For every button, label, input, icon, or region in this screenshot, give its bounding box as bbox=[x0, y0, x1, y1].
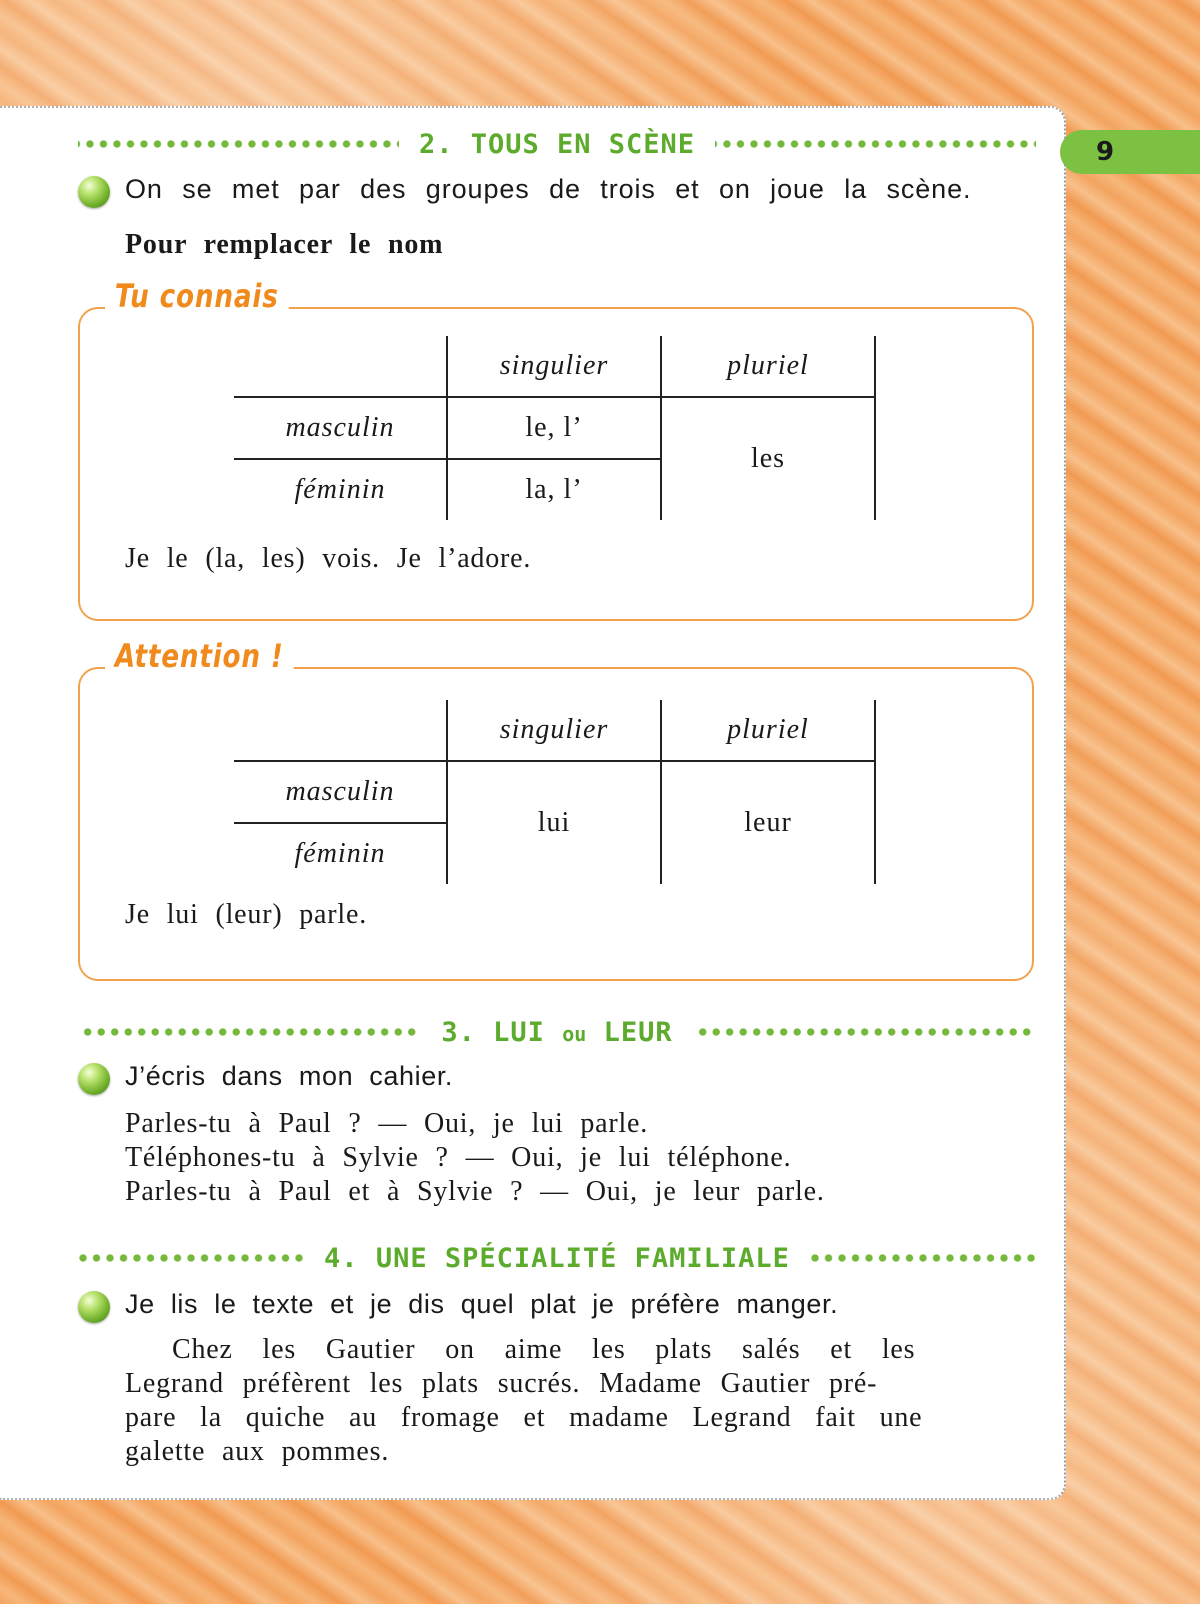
section-2-subheading: Pour remplacer le nom bbox=[125, 229, 444, 260]
dotted-rule bbox=[693, 1028, 1036, 1036]
table-corner bbox=[234, 700, 447, 761]
tu-connais-box bbox=[78, 277, 1034, 621]
dotted-rule bbox=[78, 1254, 304, 1262]
section-3-header bbox=[78, 1016, 1036, 1048]
green-ball-icon bbox=[78, 1063, 110, 1095]
header-singulier: singulier bbox=[447, 700, 661, 761]
cell-singulier-merged: lui bbox=[447, 761, 661, 884]
paragraph-line: Chez les Gautier on aime les plats salés et les bbox=[172, 1334, 916, 1365]
header-pluriel: pluriel bbox=[661, 700, 875, 761]
dotted-rule bbox=[78, 140, 399, 148]
section-2-instruction: On se met par des groupes de trois et on joue la scène. bbox=[125, 174, 972, 204]
cell-feminin-singulier: la, l’ bbox=[447, 459, 661, 520]
dotted-rule bbox=[810, 1254, 1036, 1262]
header-singulier: singulier bbox=[447, 336, 661, 397]
section-2-header bbox=[78, 128, 1036, 160]
cell-pluriel-merged: les bbox=[661, 397, 875, 520]
section-4-header bbox=[78, 1242, 1036, 1274]
tu-connais-example: Je le (la, les) vois. Je l’adore. bbox=[125, 543, 532, 574]
attention-box bbox=[78, 637, 1034, 981]
section-4-title: 4. UNE SPÉCIALITÉ FAMILIALE bbox=[324, 1242, 790, 1274]
header-pluriel: pluriel bbox=[661, 336, 875, 397]
section-3-title-ou: ou bbox=[562, 1021, 587, 1046]
row-label-masculin: masculin bbox=[234, 761, 447, 823]
dotted-rule bbox=[78, 1028, 421, 1036]
row-label-feminin: féminin bbox=[294, 474, 386, 505]
section-3-instruction: J’écris dans mon cahier. bbox=[125, 1061, 454, 1091]
page-number-tab bbox=[1060, 130, 1200, 174]
attention-table bbox=[234, 700, 876, 884]
paragraph-line: Legrand préfèrent les plats sucrés. Madame Gautier pré- bbox=[125, 1368, 878, 1399]
paragraph-line: galette aux pommes. bbox=[125, 1436, 390, 1467]
dotted-rule bbox=[715, 140, 1036, 148]
example-line: Téléphones-tu à Sylvie ? — Oui, je lui téléphone. bbox=[125, 1142, 792, 1173]
cell-pluriel-merged: leur bbox=[661, 761, 875, 884]
section-3-title-leur: LEUR bbox=[603, 1016, 673, 1048]
table-corner bbox=[234, 336, 447, 397]
green-ball-icon bbox=[78, 176, 110, 208]
section-2-title: 2. TOUS EN SCÈNE bbox=[418, 128, 696, 160]
section-3-title bbox=[421, 1017, 692, 1048]
attention-label: Attention ! bbox=[105, 637, 293, 675]
row-label-masculin: masculin bbox=[234, 397, 447, 459]
paragraph-line: pare la quiche au fromage et madame Legrand fait une bbox=[125, 1402, 923, 1433]
tu-connais-table bbox=[234, 336, 876, 520]
green-ball-icon bbox=[78, 1291, 110, 1323]
section-3-title-lui: 3. LUI bbox=[441, 1016, 545, 1048]
cell-masculin-singulier: le, l’ bbox=[447, 397, 661, 459]
attention-example: Je lui (leur) parle. bbox=[125, 899, 368, 930]
example-line: Parles-tu à Paul et à Sylvie ? — Oui, je leur parle. bbox=[125, 1176, 825, 1207]
row-label-feminin: féminin bbox=[294, 838, 386, 869]
example-line: Parles-tu à Paul ? — Oui, je lui parle. bbox=[125, 1108, 649, 1139]
section-4-instruction: Je lis le texte et je dis quel plat je préfère manger. bbox=[125, 1289, 839, 1319]
tu-connais-label: Tu connais bbox=[105, 277, 288, 315]
page-number: 9 bbox=[1096, 137, 1115, 167]
